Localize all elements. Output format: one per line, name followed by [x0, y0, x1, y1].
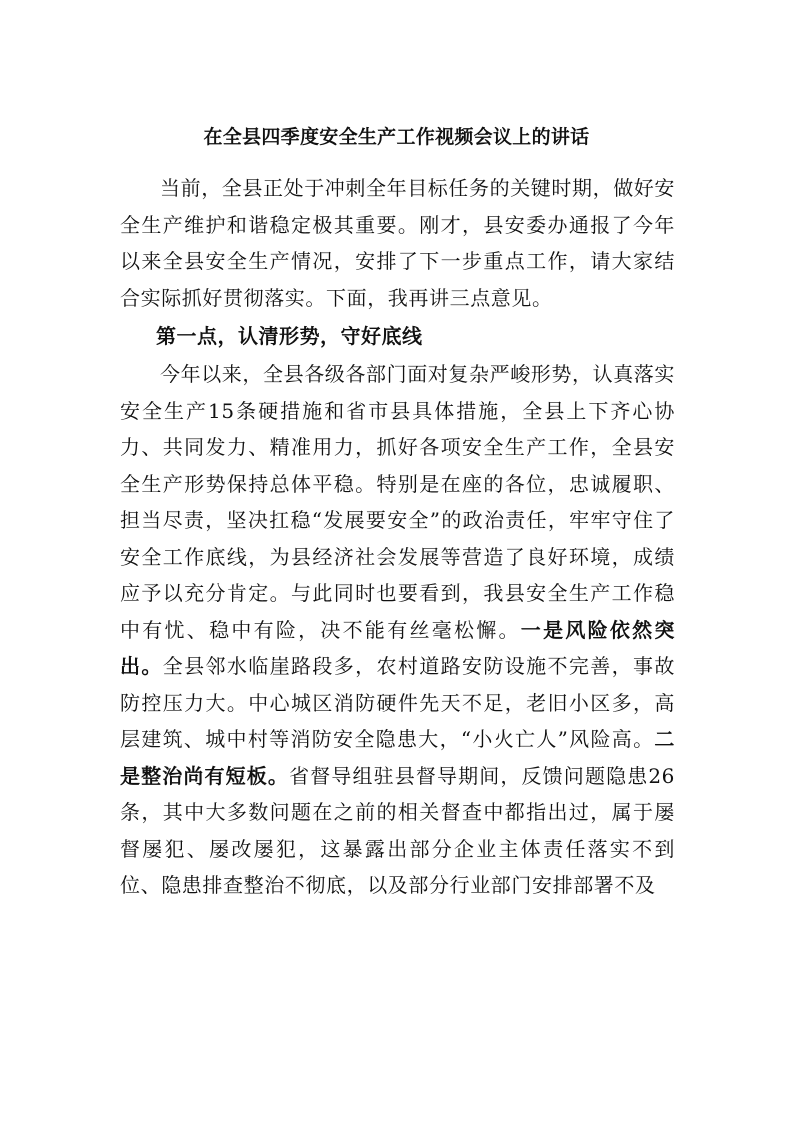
document-body [120, 170, 675, 904]
intro-paragraph: 当前，全县正处于冲刺全年目标任务的关键时期，做好安全生产维护和谐稳定极其重要。刚才，县安委办通报了今年以来全县安全生产情况，安排了下一步重点工作，请大家结合实际抓好贯彻落实。下面，我再讲三点意见。 [120, 176, 675, 310]
emphasis-risk: 一是风险依然突出。 [120, 617, 675, 678]
emphasis-shortcoming: 二是整治尚有短板。 [120, 727, 675, 788]
paragraph-text: 今年以来，全县各级各部门面对复杂严峻形势，认真落实安全生产15条硬措施和省市县具体措施，全县上下齐心协力、共同发力、精准用力，抓好各项安全生产工作，全县安全生产形势保持总体平稳。特别是在座的各位，忠诚履职、担当尽责，坚决扛稳“发展要安全”的政治责任，牢牢守住了安全工作底线，为县经济社会发展等营造了良好环境，成绩应予以充分肯定。与此同时也要看到，我县安全生产工作稳中有忧、稳中有险，决不能有丝毫松懈。 [120, 362, 675, 642]
paragraph-text: 全县邻水临崖路段多，农村道路安防设施不完善，事故防控压力大。中心城区消防硬件先天不足，老旧小区多，高层建筑、城中村等消防安全隐患大，“小火亡人”风险高。 [120, 654, 676, 751]
paragraph-text: 省督导组驻县督导期间，反馈问题隐患26条，其中大多数问题在之前的相关督查中都指出过，属于屡督屡犯、屡改屡犯，这暴露出部分企业主体责任落实不到位、隐患排查整治不彻底，以及部分行业部门安排部署不及 [120, 763, 675, 897]
section-heading: 第一点，认清形势，守好底线 [156, 324, 423, 348]
section-paragraph [120, 356, 675, 904]
document-title: 在全县四季度安全生产工作视频会议上的讲话 [203, 126, 590, 148]
